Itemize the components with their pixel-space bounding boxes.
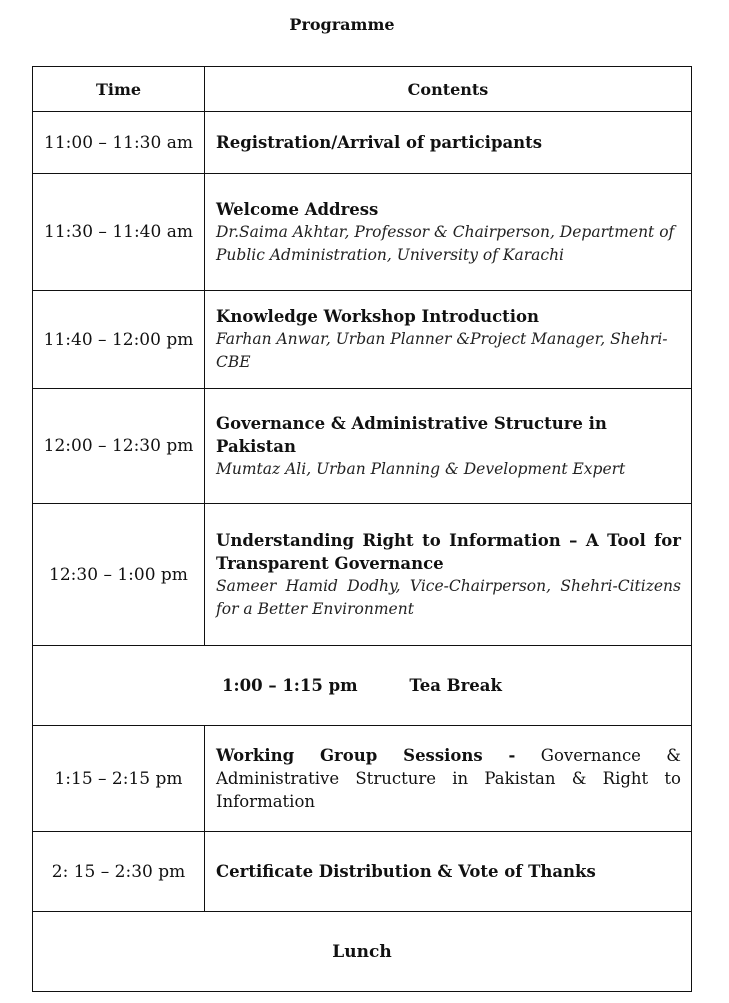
table-row	[33, 174, 692, 291]
row-time: 1:15 – 2:15 pm	[33, 726, 205, 832]
row-content	[205, 726, 692, 832]
tea-break-cell	[33, 646, 692, 726]
row-time: 11:30 – 11:40 am	[33, 174, 205, 291]
table-header-row	[33, 67, 692, 112]
row-speaker: Farhan Anwar, Urban Planner &Project Manager, Shehri-CBE	[216, 330, 668, 371]
page-title: Programme	[289, 15, 395, 34]
row-speaker: Sameer Hamid Dodhy, Vice-Chairperson, Shehri-Citizens for a Better Environment	[216, 576, 681, 618]
row-title: Knowledge Workshop Introduction	[216, 307, 540, 326]
header-time: Time	[33, 67, 205, 112]
lunch-cell: Lunch	[33, 912, 692, 992]
programme-table	[32, 66, 692, 992]
table-row	[33, 832, 692, 912]
row-speaker: Dr.Saima Akhtar, Professor & Chairperson, Department of Public Administration, University of Karachi	[216, 222, 675, 264]
row-time: 2: 15 – 2:30 pm	[33, 832, 205, 912]
row-title: Registration/Arrival of participants	[216, 133, 543, 152]
table-row	[33, 504, 692, 646]
table-row	[33, 291, 692, 389]
row-time: 12:30 – 1:00 pm	[33, 504, 205, 646]
row-content	[205, 112, 692, 174]
row-content	[205, 291, 692, 389]
row-title-wrapper	[216, 744, 681, 813]
row-title: Certificate Distribution & Vote of Thanks	[216, 862, 596, 881]
row-title: Understanding Right to Information – A Tool for Transparent Governance	[216, 530, 681, 573]
tea-break-label: Tea Break	[409, 676, 502, 695]
row-content	[205, 832, 692, 912]
table-row	[33, 112, 692, 174]
row-title: Working Group Sessions -	[216, 746, 516, 765]
row-content	[205, 389, 692, 504]
row-title: Welcome Address	[216, 199, 379, 219]
row-detail: Governance & Administrative Structure in Pakistan & Right to Information	[216, 746, 681, 811]
header-contents: Contents	[205, 67, 692, 112]
table-row	[33, 389, 692, 504]
tea-break-row	[33, 646, 692, 726]
table-row	[33, 726, 692, 832]
row-time: 11:40 – 12:00 pm	[33, 291, 205, 389]
lunch-row	[33, 912, 692, 992]
row-content	[205, 504, 692, 646]
row-time: 12:00 – 12:30 pm	[33, 389, 205, 504]
row-time: 11:00 – 11:30 am	[33, 112, 205, 174]
row-content	[205, 174, 692, 291]
row-title: Governance & Administrative Structure in Pakistan	[216, 413, 607, 456]
row-speaker: Mumtaz Ali, Urban Planning & Development Expert	[216, 459, 626, 478]
tea-break-time: 1:00 – 1:15 pm	[222, 676, 358, 695]
